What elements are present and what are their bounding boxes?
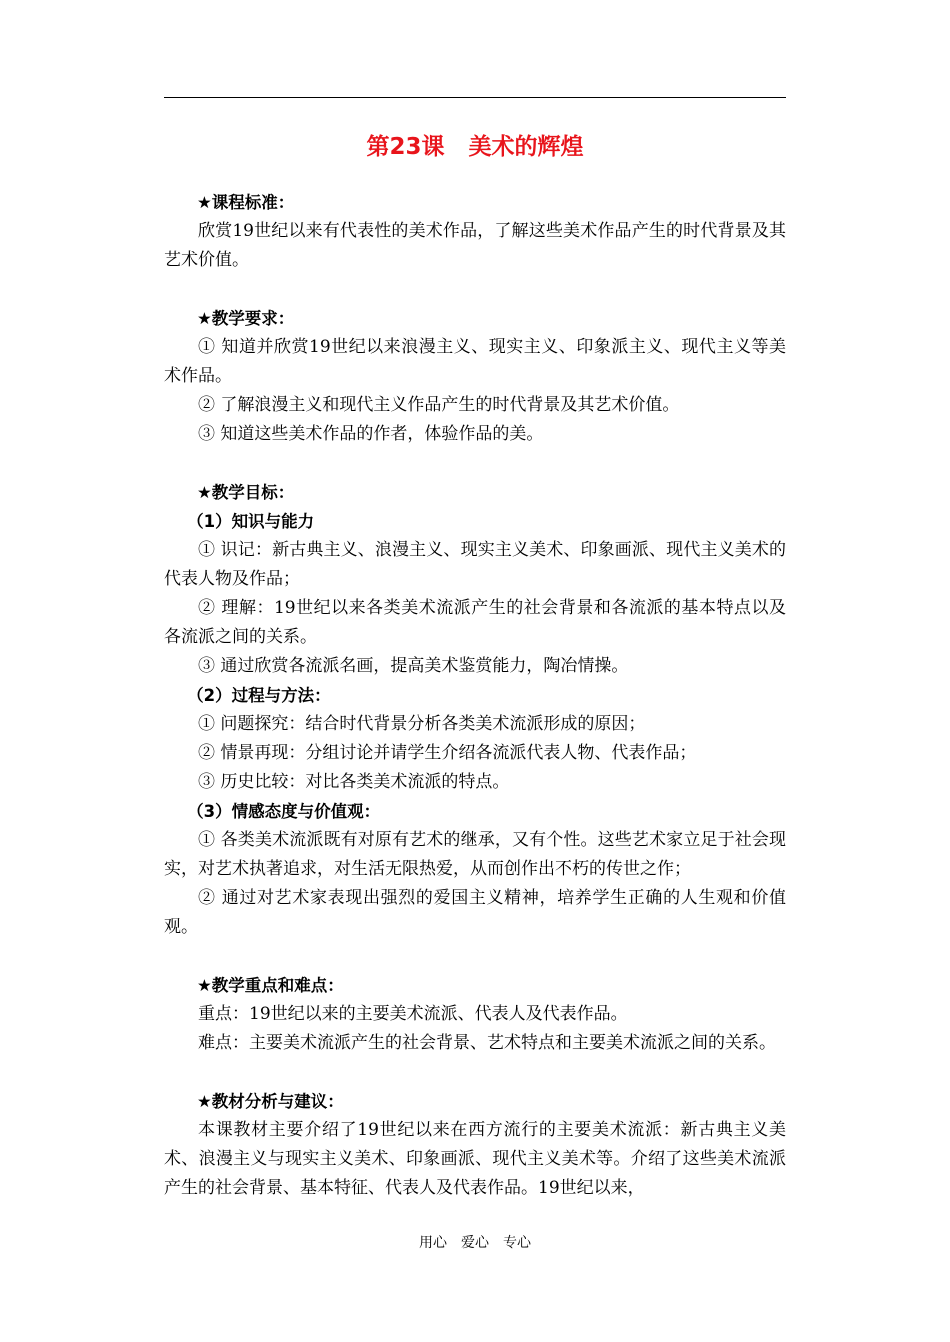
subheading-process: （2）过程与方法： [187,686,331,705]
section-heading-key-points: ★教学重点和难点： [197,976,344,995]
document-body [164,188,786,1203]
list-item: ② 理解：19世纪以来各类美术流派产生的社会背景和各流派的基本特点以及各流派之间的关系。 [164,598,786,647]
paragraph: 欣赏19世纪以来有代表性的美术作品，了解这些美术作品产生的时代背景及其艺术价值。 [164,221,786,270]
list-item: ② 了解浪漫主义和现代主义作品产生的时代背景及其艺术价值。 [198,395,680,415]
subheading-knowledge: （1）知识与能力 [187,512,315,531]
subheading-attitude: （3）情感态度与价值观： [187,802,381,821]
list-item: ② 情景再现：分组讨论并请学生介绍各流派代表人物、代表作品； [198,743,697,763]
list-item: 难点：主要美术流派产生的社会背景、艺术特点和主要美术流派之间的关系。 [198,1033,776,1053]
list-item: ① 各类美术流派既有对原有艺术的继承，又有个性。这些艺术家立足于社会现实，对艺术执著追求，对生活无限热爱，从而创作出不朽的传世之作； [164,830,786,879]
page-footer: 用心 爱心 专心 [419,1235,531,1251]
list-item: ① 知道并欣赏19世纪以来浪漫主义、现实主义、印象派主义、现代主义等美术作品。 [164,337,786,386]
section-heading-standard: ★课程标准： [197,193,295,212]
lesson-name: 美术的辉煌 [468,134,584,160]
list-item: 重点：19世纪以来的主要美术流派、代表人及代表作品。 [198,1004,628,1024]
list-item: ③ 历史比较：对比各类美术流派的特点。 [198,772,510,792]
section-heading-goals: ★教学目标： [197,483,295,502]
paragraph: 本课教材主要介绍了19世纪以来在西方流行的主要美术流派：新古典主义美术、浪漫主义与现实主义美术、印象画派、现代主义美术等。介绍了这些美术流派产生的社会背景、基本特征、代表人及代表作品。19世纪以来， [164,1120,786,1198]
list-item: ① 问题探究：结合时代背景分析各类美术流派形成的原因； [198,714,646,734]
list-item: ① 识记：新古典主义、浪漫主义、现实主义美术、印象画派、现代主义美术的代表人物及作品； [164,540,786,589]
list-item: ② 通过对艺术家表现出强烈的爱国主义精神，培养学生正确的人生观和价值观。 [164,888,786,937]
list-item: ③ 通过欣赏各流派名画，提高美术鉴赏能力，陶冶情操。 [198,656,629,676]
lesson-number: 第23课 [366,134,445,160]
page-title [0,128,950,161]
list-item: ③ 知道这些美术作品的作者，体验作品的美。 [198,424,544,444]
section-heading-analysis: ★教材分析与建议： [197,1092,344,1111]
header-rule [164,97,786,98]
section-heading-requirements: ★教学要求： [197,309,295,328]
